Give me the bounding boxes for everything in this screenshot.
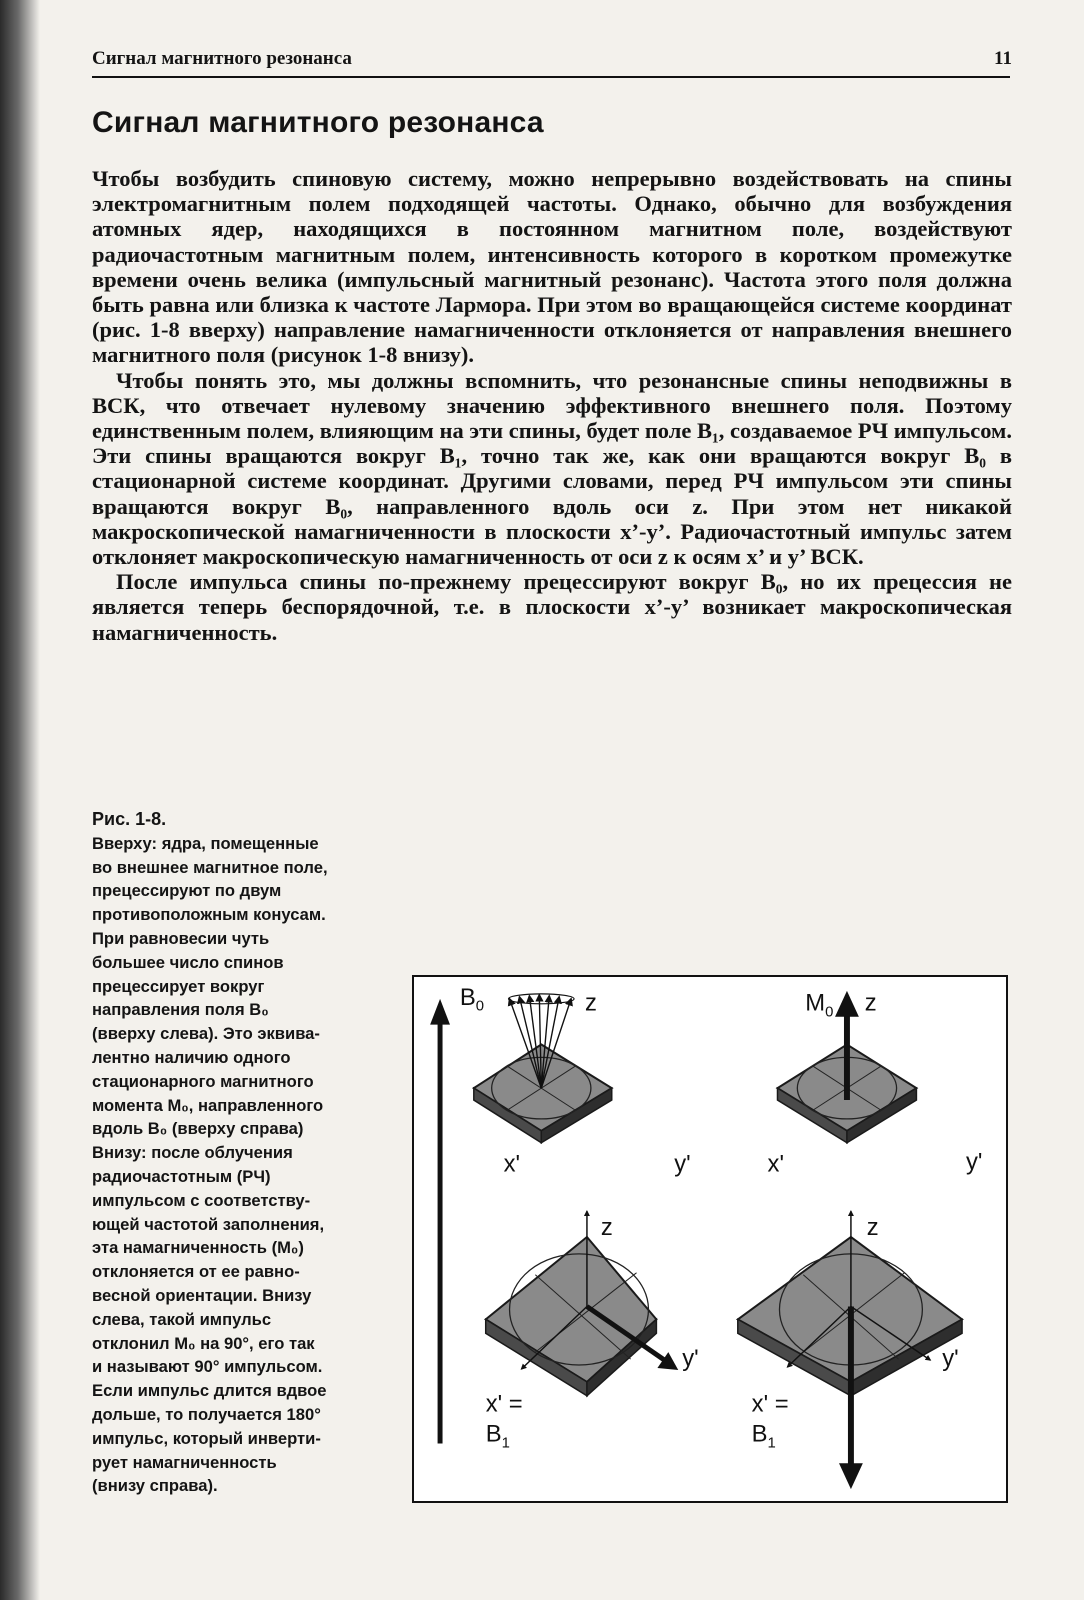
label-z: z (866, 1214, 879, 1242)
paragraph: Чтобы понять это, мы должны вспомнить, что резонансные спины неподвижны в ВСК, что отвечает нулевому значению эффективного внешнего поля. Поэтому единственным полем, влияющим на эти спины, будет поле B₁, создаваемое РЧ импульсом. Эти спины вращаются вокруг B₁, точно так же, как они вращаются вокруг B₀ в стационарной системе координат. Другими словами, перед РЧ импульсом эти спины вращаются вокруг B₀, направленного вдоль оси z. При этом нет никакой макроскопической намагниченности в плоскости x’-y’. Радиочастотный импульс затем отклоняет макроскопическую намагниченность от оси z к осям x’ и y’ ВСК. (92, 367, 1012, 570)
header-rule (92, 76, 1010, 78)
body-text (92, 166, 1012, 645)
figure-caption (92, 808, 382, 1498)
panel-top-right (768, 990, 983, 1178)
paragraph: Чтобы возбудить спиновую систему, можно непрерывно воздействовать на спины электромагнитным полем подходящей частоты. Однако, обычно для возбуждения атомных ядер, находящихся в постоянном магнитном поле, воздействуют радиочастотным магнитным полем, интенсивность которого в коротком промежутке времени очень велика (импульсный магнитный резонанс). Частота этого поля должна быть равна или близка к частоте Лармора. При этом во вращающейся системе координат (рис. 1-8 вверху) направление намагниченности отклоняется от направления внешнего магнитного поля (рисунок 1-8 внизу). (92, 166, 1012, 368)
running-head (92, 46, 1012, 70)
label-z: z (584, 989, 597, 1017)
panel-bottom-right (738, 1211, 962, 1489)
caption-text: Вверху: ядра, помещенные во внешнее магнитное поле, прецессируют по двум противоположным конусам. При равновесии чуть большее число спинов прецессирует вокруг направления поля B₀ (вверху слева). Это эквива- лентно наличию одного стационарного магнитного момента M₀, направленного вдоль B₀ (вверху справа) Внизу: после облучения радиочастотным (РЧ) импульсом с соответству- ющей частотой заполнения, эта намагниченность (M₀) отклоняется от ее равно- весной ориентации. Внизу слева, такой импульс отклонил M₀ на 90°, его так и называют 90° импульсом. Если импульс длится вдвое дольше, то получается 180° импульс, который инверти- рует намагниченность (внизу справа). (92, 833, 328, 1496)
label-x-prime: x' (767, 1150, 785, 1178)
label-m0 (805, 990, 833, 1021)
label-b-sub: 0 (475, 998, 485, 1015)
paragraph: После импульса спины по-прежнему прецессируют вокруг B₀, но их прецессия не является теперь беспорядочной, т.е. в плоскости x’-y’ возникает макроскопическая намагниченность. (92, 569, 1012, 645)
label-m: M (805, 989, 826, 1017)
label-b1-letter: B (751, 1420, 768, 1448)
running-head-title: Сигнал магнитного резонанса (92, 48, 352, 69)
label-b1 (486, 1420, 510, 1451)
section-title: Сигнал магнитного резонанса (92, 106, 544, 139)
caption-label: Рис. 1-8. (92, 809, 167, 829)
label-y-prime: y' (674, 1150, 691, 1178)
label-b0 (460, 984, 484, 1015)
figure-1-8 (412, 975, 1008, 1503)
label-b1-sub: 1 (767, 1435, 776, 1452)
b0-axis (430, 984, 484, 1444)
binding-shadow (0, 0, 40, 1600)
label-y-prime: y' (682, 1345, 699, 1373)
panel-top-left (474, 990, 691, 1178)
label-b1 (752, 1420, 776, 1451)
label-m-sub: 0 (825, 1004, 834, 1021)
label-y-prime: y' (966, 1148, 983, 1176)
label-b: B (459, 983, 476, 1011)
label-x-eq: x' = (751, 1390, 789, 1418)
label-z: z (864, 989, 877, 1017)
label-b1-letter: B (485, 1420, 502, 1448)
label-x-prime: x' (503, 1150, 521, 1178)
label-z: z (600, 1214, 613, 1242)
label-b1-sub: 1 (501, 1435, 510, 1452)
panel-bottom-left (486, 1211, 699, 1451)
page-number: 11 (994, 48, 1012, 69)
label-x-eq: x' = (485, 1390, 523, 1418)
label-y-prime: y' (942, 1345, 959, 1373)
figure-diagram (414, 977, 1006, 1501)
